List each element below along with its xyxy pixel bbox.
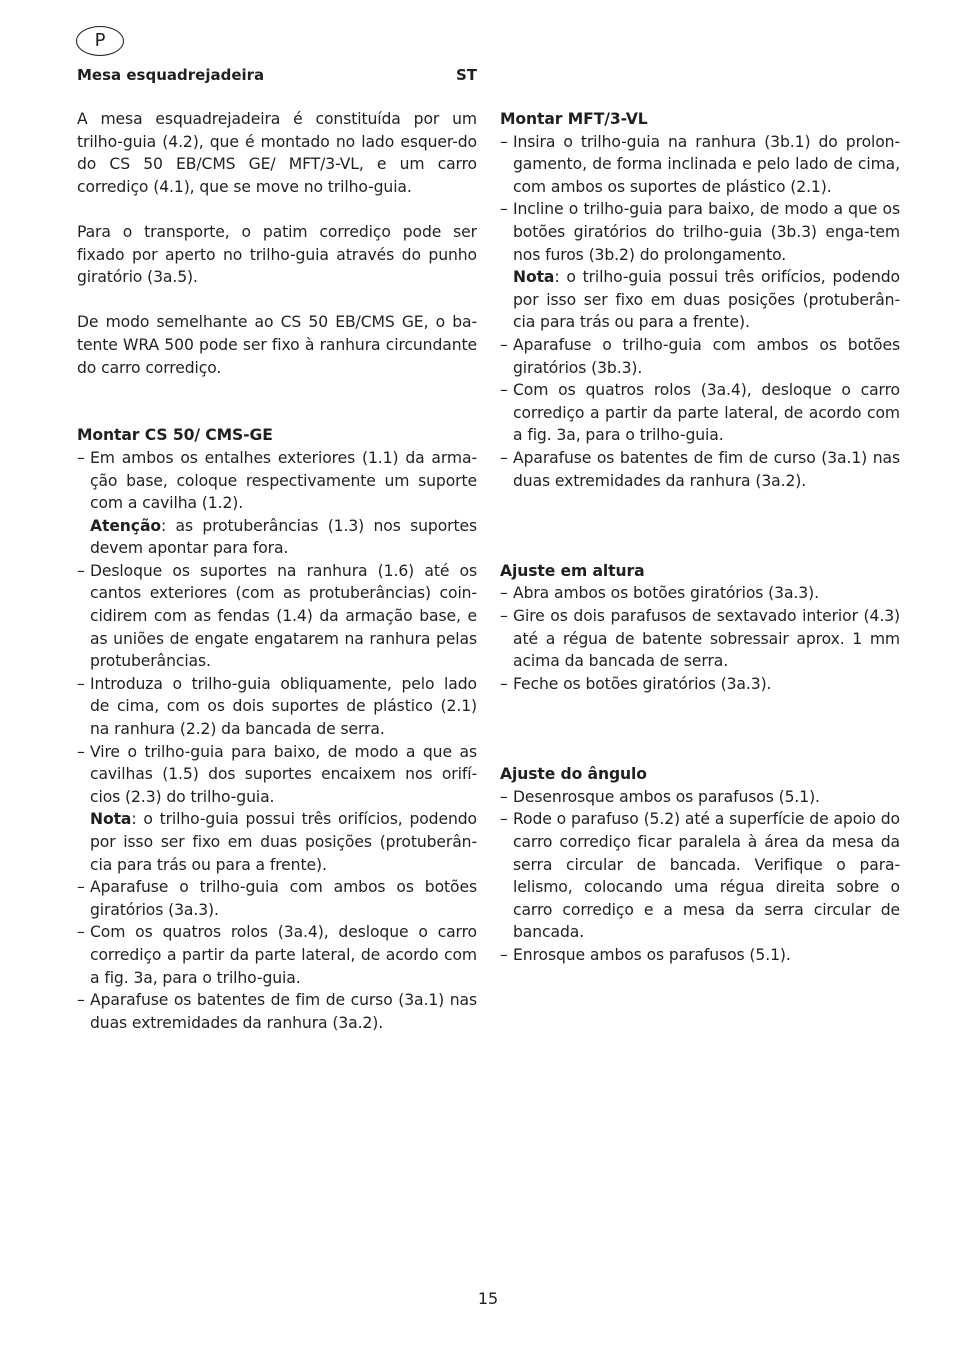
cs50-steps <box>77 447 477 515</box>
note-text: : o trilho-guia possui três orifícios, podendo por isso ser fixo em duas posições (protuberân-cia para trás ou para a frente). <box>90 810 477 874</box>
attention-note <box>77 515 477 560</box>
angle-heading: Ajuste do ângulo <box>500 765 647 784</box>
note-text: : o trilho-guia possui três orifícios, podendo por isso ser fixo em duas posições (protuberân-cia para trás ou para a frente). <box>513 268 900 332</box>
height-steps <box>500 582 900 695</box>
language-badge-label: P <box>94 30 106 51</box>
cs50-note <box>77 808 477 876</box>
cs50-heading: Montar CS 50/ CMS-GE <box>77 426 273 445</box>
list-item: – Aparafuse o trilho-guia com ambos os botões giratórios (3b.3). <box>500 334 900 379</box>
page-number: 15 <box>477 1289 499 1308</box>
list-item: – Vire o trilho-guia para baixo, de modo a que as cavilhas (1.5) dos suportes encaixem nos orifí-cios (2.3) do trilho-guia. <box>77 741 477 809</box>
list-item: – Insira o trilho-guia na ranhura (3b.1) do prolon-gamento, de forma inclinada e pelo lado de cima, com ambos os suportes de plástico (2.1). <box>500 131 900 199</box>
list-item: – Abra ambos os botões giratórios (3a.3). <box>500 582 900 605</box>
language-badge <box>76 26 124 56</box>
list-item: – Desenrosque ambos os parafusos (5.1). <box>500 786 900 809</box>
angle-steps <box>500 786 900 967</box>
section-title: Mesa esquadrejadeira <box>77 66 265 84</box>
left-column <box>77 108 477 1034</box>
list-item: – Com os quatros rolos (3a.4), desloque o carro corrediço a partir da parte lateral, de acordo com a fig. 3a, para o trilho-guia. <box>500 379 900 447</box>
mft-heading: Montar MFT/3-VL <box>500 110 648 128</box>
intro-paragraph-3: De modo semelhante ao CS 50 EB/CMS GE, o ba-tente WRA 500 pode ser fixo à ranhura circundante do carro corrediço. <box>77 313 477 377</box>
list-item: – Em ambos os entalhes exteriores (1.1) da arma-ção base, coloque respectivamente um suporte com a cavilha (1.2). <box>77 447 477 515</box>
mft-steps-final <box>500 334 900 492</box>
height-heading: Ajuste em altura <box>500 561 645 580</box>
list-item: – Rode o parafuso (5.2) até a superfície de apoio do carro corrediço ficar paralela à área da mesa da serra circular de bancada. Verifique o para-lelismo, colocando uma régua direita sobre o carro corrediço e a mesa da serra circular de bancada. <box>500 808 900 944</box>
list-item: – Feche os botões giratórios (3a.3). <box>500 673 900 696</box>
attention-text: : as protuberâncias (1.3) nos suportes devem apontar para fora. <box>90 516 477 558</box>
list-item: – Gire os dois parafusos de sextavado interior (4.3) até a régua de batente sobressair aprox. 1 mm acima da bancada de serra. <box>500 605 900 673</box>
list-item: – Incline o trilho-guia para baixo, de modo a que os botões giratórios do trilho-guia (3b.3) enga-tem nos furos (3b.2) do prolongamento. <box>500 198 900 266</box>
note-label: Nota <box>90 810 132 829</box>
cs50-steps-final <box>77 876 477 1034</box>
list-item: – Desloque os suportes na ranhura (1.6) até os cantos exteriores (com as protuberâncias) coin-cidirem com as fendas (1.4) da armação base, e as uniões de engate engatarem na ranhura pelas protuberâncias. <box>77 560 477 673</box>
list-item: – Enrosque ambos os parafusos (5.1). <box>500 944 900 967</box>
right-column <box>500 108 900 967</box>
mft-steps <box>500 131 900 267</box>
list-item: – Com os quatros rolos (3a.4), desloque o carro corrediço a partir da parte lateral, de acordo com a fig. 3a, para o trilho-guia. <box>77 921 477 989</box>
note-label: Nota <box>513 268 555 287</box>
mft-note <box>500 266 900 334</box>
intro-paragraph-2: Para o transporte, o patim corrediço pode ser fixado por aperto no trilho-guia através do punho giratório (3a.5). <box>77 222 477 287</box>
list-item: – Aparafuse os batentes de fim de curso (3a.1) nas duas extremidades da ranhura (3a.2). <box>77 989 477 1034</box>
attention-label: Atenção <box>90 516 161 535</box>
list-item: – Aparafuse o trilho-guia com ambos os botões giratórios (3a.3). <box>77 876 477 921</box>
intro-paragraph-1: A mesa esquadrejadeira é constituída por um trilho-guia (4.2), que é montado no lado esquer-do do CS 50 EB/CMS GE/ MFT/3-VL, e um carro corrediço (4.1), que se move no trilho-guia. <box>77 110 477 196</box>
list-item: – Aparafuse os batentes de fim de curso (3a.1) nas duas extremidades da ranhura (3a.2). <box>500 447 900 492</box>
cs50-steps-continued <box>77 560 477 809</box>
section-code: ST <box>456 66 478 84</box>
list-item: – Introduza o trilho-guia obliquamente, pelo lado de cima, com os dois suportes de plástico (2.1) na ranhura (2.2) da bancada de serra. <box>77 673 477 741</box>
